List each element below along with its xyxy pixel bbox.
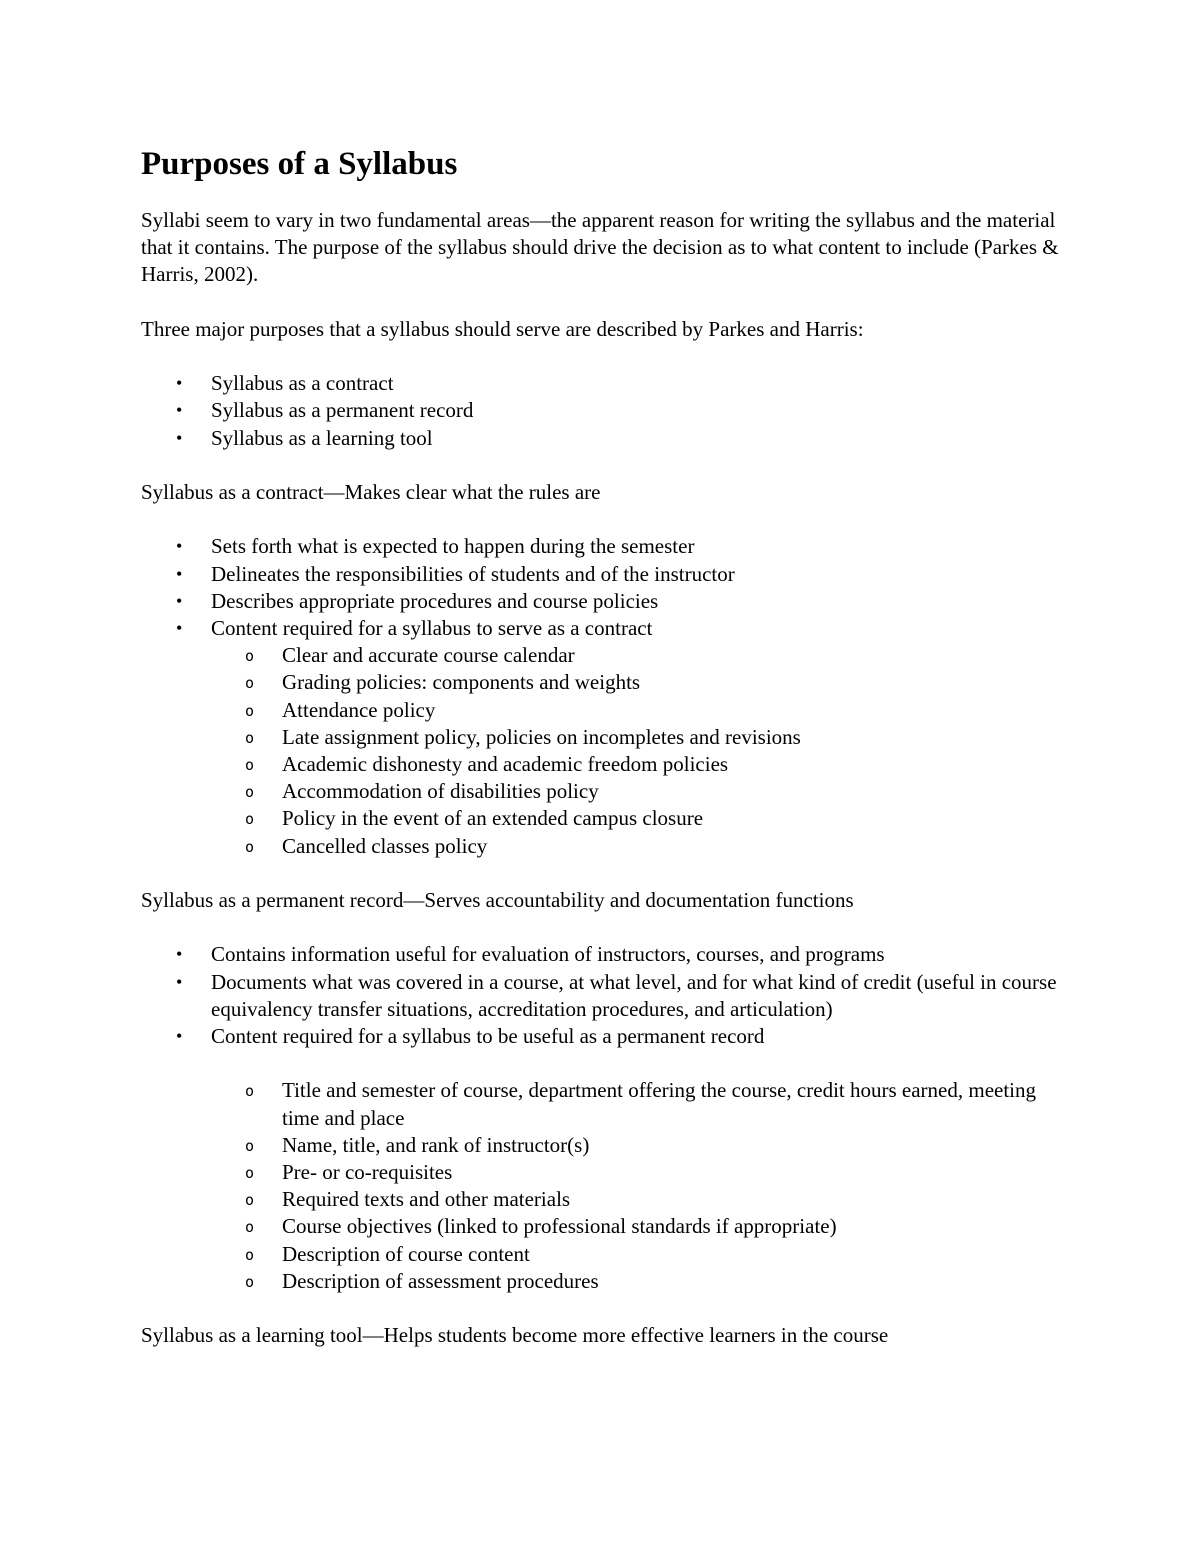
- circle-bullet-icon: o: [245, 756, 255, 774]
- circle-bullet-icon: o: [245, 1191, 255, 1210]
- list-item: [141, 397, 1061, 424]
- sublist-item: [211, 805, 1061, 832]
- bullet-icon: •: [176, 971, 183, 992]
- document-page: [141, 140, 1061, 1349]
- circle-bullet-icon: o: [245, 1245, 255, 1264]
- sublist-item: [211, 1213, 1061, 1240]
- circle-bullet-icon: o: [245, 1082, 255, 1101]
- sublist-item-text: Policy in the event of an extended campus closure: [282, 806, 704, 831]
- spacer: [141, 914, 1061, 941]
- bullet-icon: •: [176, 536, 183, 557]
- sublist-item: [211, 1186, 1061, 1213]
- record-heading: Syllabus as a permanent record—Serves accountability and documentation functions: [141, 888, 854, 912]
- bullet-icon: •: [176, 373, 183, 394]
- sublist-item-text: Description of assessment procedures: [282, 1268, 599, 1293]
- list-item: [141, 969, 1061, 1023]
- sublist-item-text: Attendance policy: [282, 697, 436, 722]
- sublist-item-text: Name, title, and rank of instructor(s): [282, 1132, 590, 1157]
- sublist-item: [211, 1132, 1061, 1159]
- sublist-item-text: Required texts and other materials: [282, 1187, 571, 1212]
- sublist-item-text: Cancelled classes policy: [282, 833, 488, 858]
- list-item: [141, 533, 1061, 560]
- spacer: [141, 506, 1061, 533]
- list-item-text: Content required for a syllabus to be useful as a permanent record: [211, 1024, 765, 1048]
- sublist-item: [211, 1077, 1061, 1131]
- page-title: Purposes of a Syllabus: [141, 146, 458, 182]
- contract-heading: Syllabus as a contract—Makes clear what the rules are: [141, 479, 601, 504]
- list-item: [141, 370, 1061, 397]
- sublist-item: [211, 833, 1061, 860]
- sublist-item: [211, 778, 1061, 805]
- sublist-item-text: Accommodation of disabilities policy: [282, 779, 599, 804]
- sublist-item-text: Pre- or co-requisites: [282, 1160, 453, 1184]
- bullet-icon: •: [176, 590, 183, 611]
- list-item-text: Content required for a syllabus to serve as a contract: [211, 615, 653, 640]
- list-item: [141, 425, 1061, 452]
- list-item-text: Documents what was covered in a course, at what level, and for what kind of credit (useful in course equivalency transfer situations, accreditation procedures, and articulation): [211, 969, 1057, 1021]
- list-item-text: Syllabus as a learning tool: [211, 425, 433, 450]
- contract-list: [141, 533, 1061, 859]
- spacer: [141, 860, 1061, 887]
- circle-bullet-icon: o: [245, 1272, 255, 1291]
- circle-bullet-icon: o: [245, 728, 255, 747]
- sublist-item: [211, 1159, 1061, 1186]
- sublist-item-text: Grading policies: components and weights: [282, 670, 641, 695]
- circle-bullet-icon: o: [245, 1218, 255, 1237]
- list-item-text: Describes appropriate procedures and course policies: [211, 588, 659, 613]
- spacer: [141, 289, 1061, 316]
- spacer: [141, 343, 1061, 370]
- bullet-icon: •: [176, 563, 183, 584]
- sublist-item: [211, 1241, 1061, 1268]
- list-item-text: Syllabus as a contract: [211, 371, 394, 396]
- record-sublist: [211, 1077, 1061, 1295]
- circle-bullet-icon: o: [245, 674, 255, 693]
- purposes-intro: Three major purposes that a syllabus should serve are described by Parkes and Harris:: [141, 316, 864, 341]
- list-item: [141, 615, 1061, 860]
- list-item-text: Sets forth what is expected to happen during the semester: [211, 534, 695, 559]
- list-item-text: Delineates the responsibilities of students and of the instructor: [211, 561, 735, 586]
- sublist-item-text: Description of course content: [282, 1241, 530, 1266]
- bullet-icon: •: [176, 400, 183, 421]
- sublist-item: [211, 724, 1061, 751]
- circle-bullet-icon: o: [245, 810, 255, 829]
- record-list: [141, 941, 1061, 1295]
- list-item-text: Syllabus as a permanent record: [211, 398, 474, 423]
- sublist-item: [211, 669, 1061, 696]
- list-item: [141, 941, 1061, 968]
- sublist-item-text: Late assignment policy, policies on incompletes and revisions: [282, 724, 801, 749]
- sublist-item: [211, 751, 1061, 778]
- circle-bullet-icon: o: [245, 1164, 255, 1182]
- contract-sublist: [211, 642, 1061, 860]
- circle-bullet-icon: o: [245, 647, 255, 666]
- spacer: [141, 1295, 1061, 1322]
- sublist-item-text: Clear and accurate course calendar: [282, 643, 575, 668]
- spacer: [141, 452, 1061, 479]
- circle-bullet-icon: o: [245, 783, 255, 802]
- sublist-item: [211, 1268, 1061, 1295]
- bullet-icon: •: [176, 617, 183, 638]
- sublist-item: [211, 697, 1061, 724]
- circle-bullet-icon: o: [245, 837, 255, 856]
- sublist-item-text: Course objectives (linked to professional standards if appropriate): [282, 1214, 837, 1239]
- list-item: [141, 561, 1061, 588]
- learning-heading: Syllabus as a learning tool—Helps students become more effective learners in the course: [141, 1323, 889, 1348]
- list-item: [141, 1023, 1061, 1295]
- circle-bullet-icon: o: [245, 701, 255, 720]
- list-item-text: Contains information useful for evaluation of instructors, courses, and programs: [211, 942, 885, 967]
- sublist-item-text: Academic dishonesty and academic freedom policies: [282, 752, 729, 776]
- circle-bullet-icon: o: [245, 1136, 255, 1155]
- sublist-item-text: Title and semester of course, department offering the course, credit hours earned, meeting time and place: [282, 1078, 1037, 1130]
- bullet-icon: •: [176, 944, 183, 965]
- bullet-icon: •: [176, 427, 183, 448]
- bullet-icon: •: [176, 1026, 183, 1046]
- list-item: [141, 588, 1061, 615]
- intro-paragraph: Syllabi seem to vary in two fundamental areas—the apparent reason for writing the syllabus and the material that it contains. The purpose of the syllabus should drive the decision as to what content to include (Parkes & Harris, 2002).: [141, 208, 1059, 287]
- purposes-list: [141, 370, 1061, 452]
- sublist-item: [211, 642, 1061, 669]
